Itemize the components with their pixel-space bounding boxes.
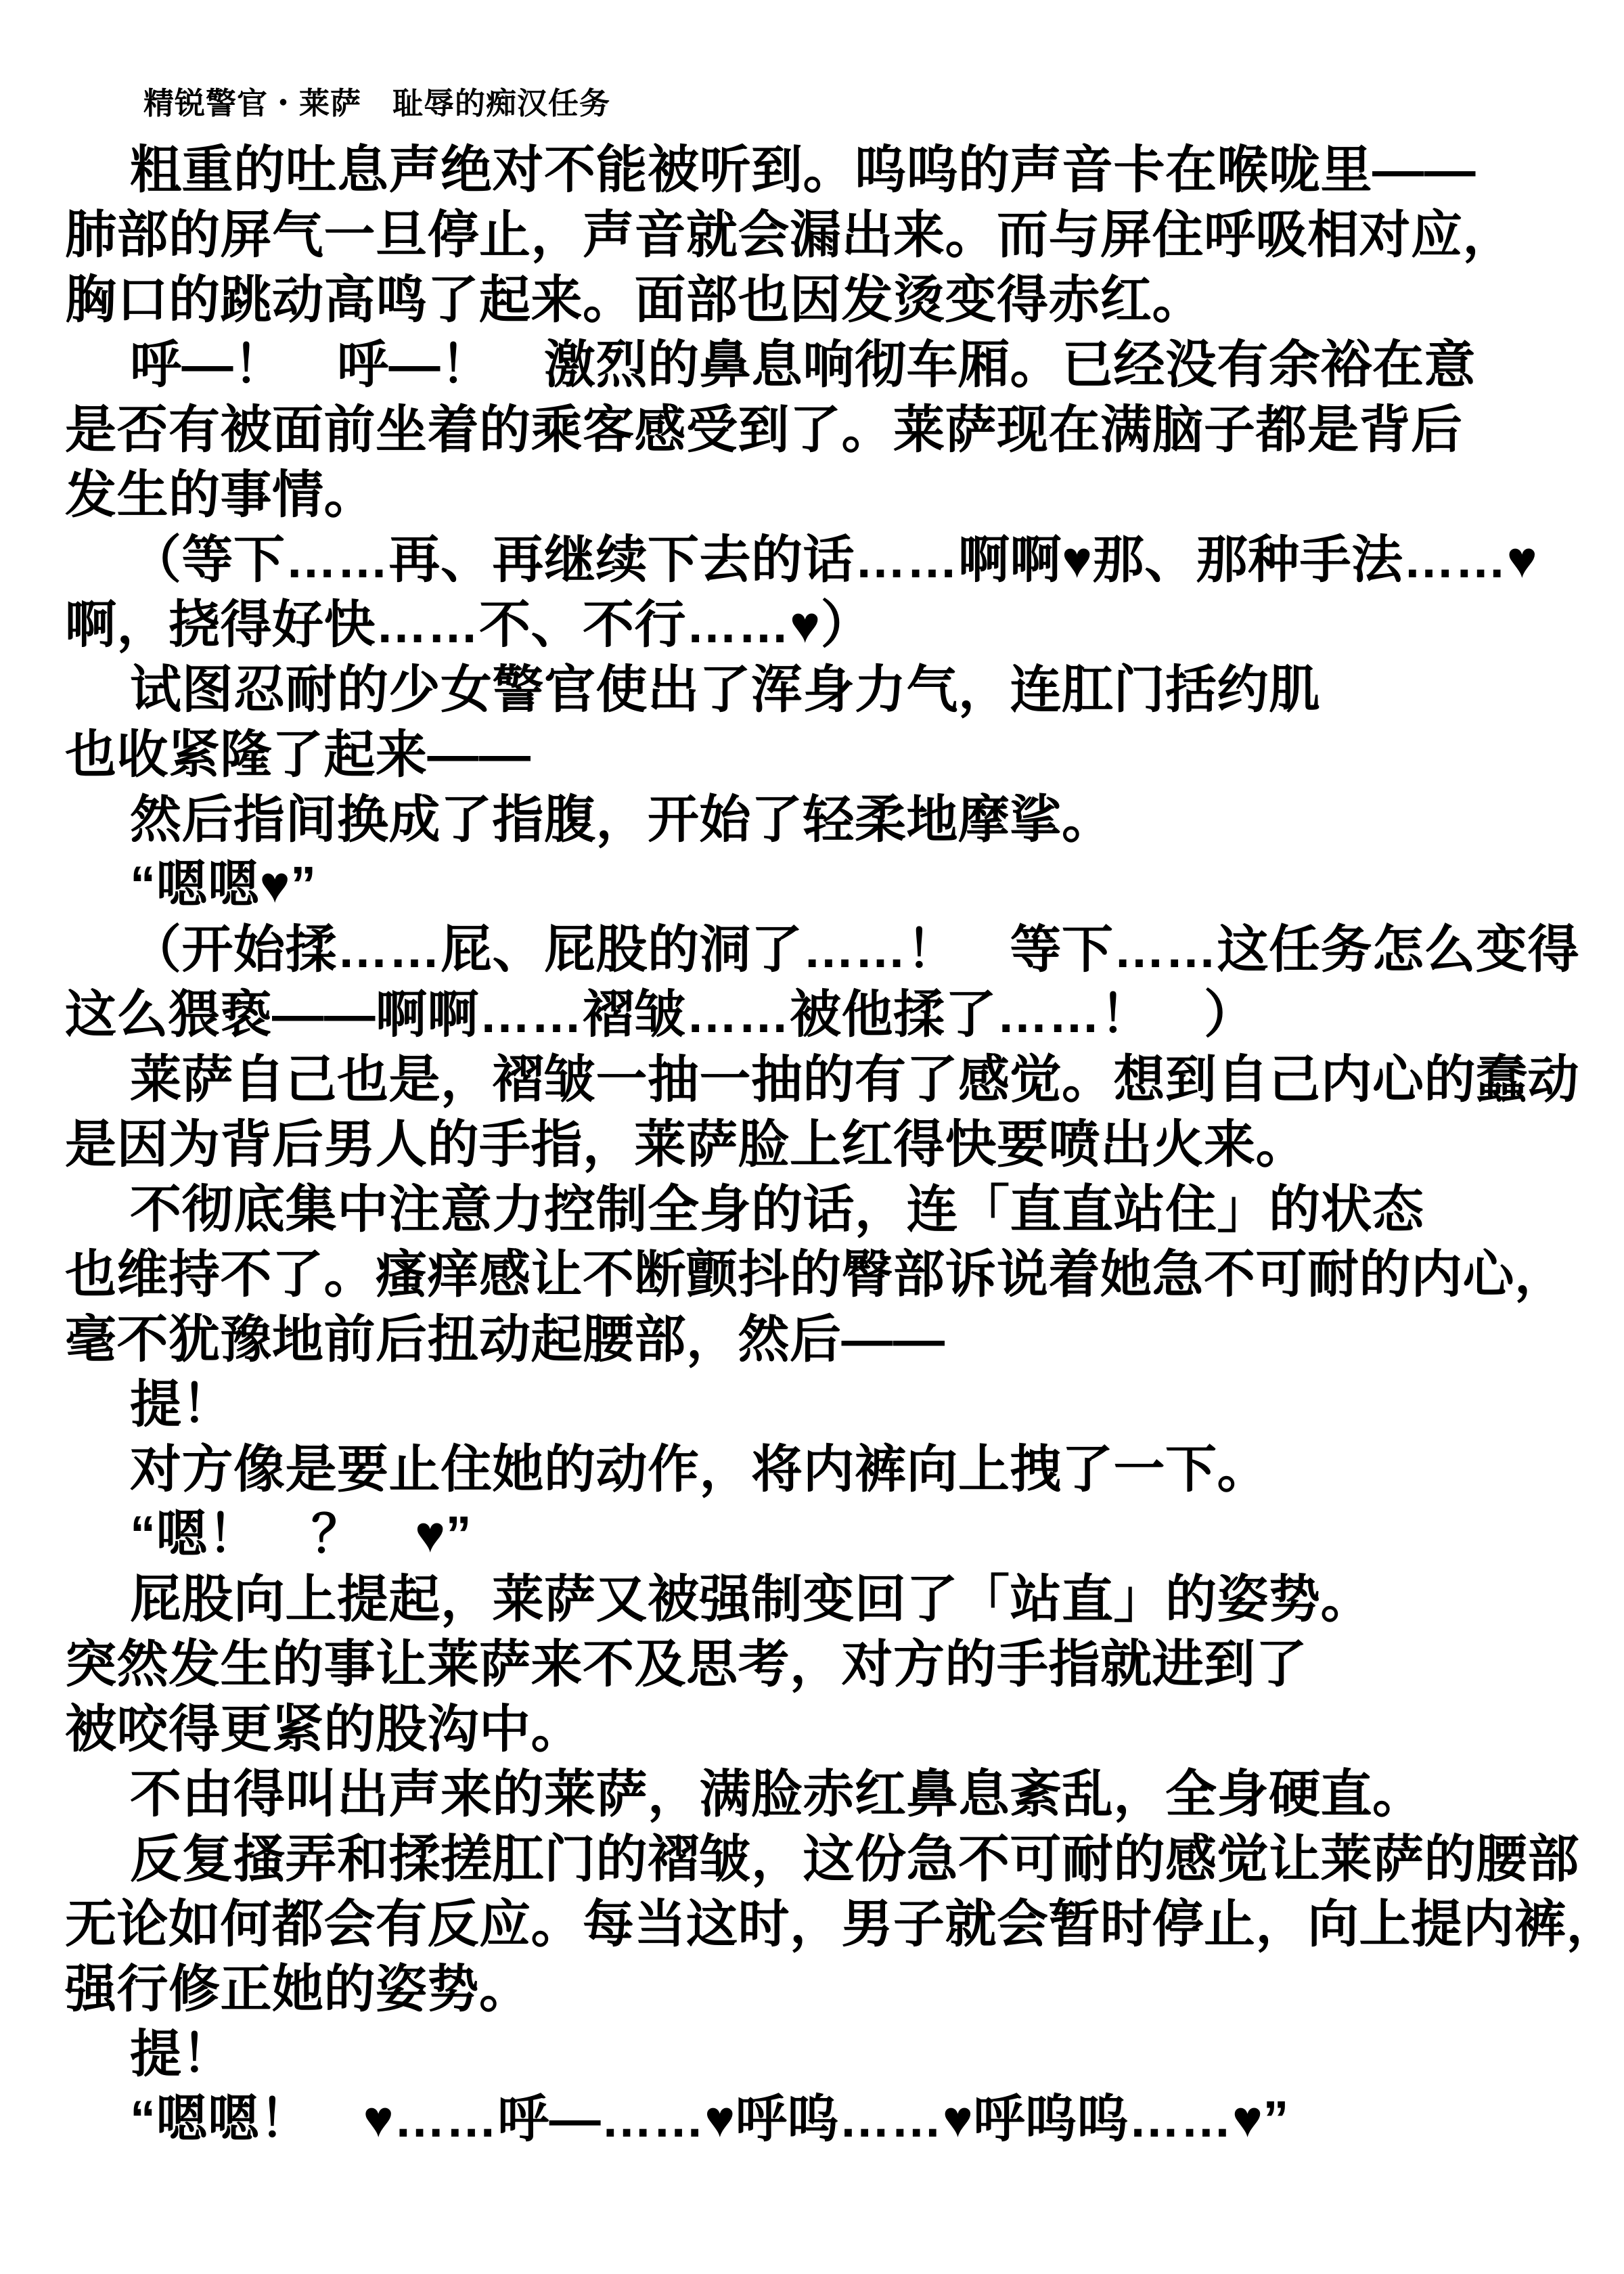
text-line: 呼—！ 呼—！ 激烈的鼻息响彻车厢。已经没有余裕在意 [130, 336, 1476, 394]
text-line: 对方像是要止住她的动作，将内裤向上拽了一下。 [130, 1441, 1269, 1498]
text-line: 这么猥亵——啊啊……褶皱……被他揉了……！ ） [65, 986, 1256, 1044]
text-line: 是否有被面前坐着的乘客感受到了。莱萨现在满脑子都是背后 [65, 401, 1463, 459]
text-line: 毫不犹豫地前后扭动起腰部，然后—— [65, 1311, 945, 1368]
text-line: 提！ [130, 1376, 233, 1433]
text-line: 不彻底集中注意力控制全身的话，连「直直站住」的状态 [130, 1181, 1424, 1239]
text-line: 也维持不了。瘙痒感让不断颤抖的臀部诉说着她急不可耐的内心， [65, 1246, 1566, 1303]
text-line: 强行修正她的姿势。 [65, 1961, 531, 2018]
text-line: “嗯嗯♥” [130, 856, 317, 914]
text-line: 试图忍耐的少女警官使出了浑身力气，连肛门括约肌 [130, 661, 1321, 719]
text-line: 然后指间换成了指腹，开始了轻柔地摩挲。 [130, 791, 1114, 849]
text-line: 反复搔弄和揉搓肛门的褶皱，这份急不可耐的感觉让莱萨的腰部 [130, 1831, 1579, 1888]
text-line: “嗯！ ？ ♥” [130, 1506, 472, 1563]
body-text [65, 138, 1618, 2152]
text-line: 屁股向上提起，莱萨又被强制变回了「站直」的姿势。 [130, 1571, 1372, 1628]
text-line: 不由得叫出声来的莱萨，满脸赤红鼻息紊乱，全身硬直。 [130, 1766, 1424, 1823]
text-line: 发生的事情。 [65, 466, 376, 524]
text-line: 也收紧隆了起来—— [65, 726, 531, 784]
text-line: 肺部的屏气一旦停止，声音就会漏出来。而与屏住呼吸相对应， [65, 206, 1514, 264]
text-line: 突然发生的事让莱萨来不及思考，对方的手指就进到了 [65, 1636, 1307, 1693]
text-line: 啊，挠得好快……不、不行……♥） [65, 596, 873, 654]
text-line: 粗重的吐息声绝对不能被听到。呜呜的声音卡在喉咙里—— [130, 141, 1476, 199]
text-line: 提！ [130, 2026, 233, 2083]
text-line: （开始揉……屁、屁股的洞了……！ 等下……这任务怎么变得 [130, 921, 1579, 979]
text-line: 是因为背后男人的手指，莱萨脸上红得快要喷出火来。 [65, 1116, 1307, 1174]
text-line: 胸口的跳动高鸣了起来。面部也因发烫变得赤红。 [65, 271, 1204, 329]
text-line: 莱萨自己也是，褶皱一抽一抽的有了感觉。想到自己内心的蠢动 [130, 1051, 1579, 1109]
page-header-title: 精锐警官・莱萨 耻辱的痴汉任务 [143, 87, 611, 120]
text-line: “嗯嗯！ ♥……呼—……♥呼呜……♥呼呜呜……♥” [130, 2091, 1289, 2148]
text-line: 无论如何都会有反应。每当这时，男子就会暂时停止，向上提内裤， [65, 1896, 1618, 1953]
text-line: 被咬得更紧的股沟中。 [65, 1701, 583, 1758]
text-line: （等下……再、再继续下去的话……啊啊♥那、那种手法……♥ [130, 531, 1538, 589]
